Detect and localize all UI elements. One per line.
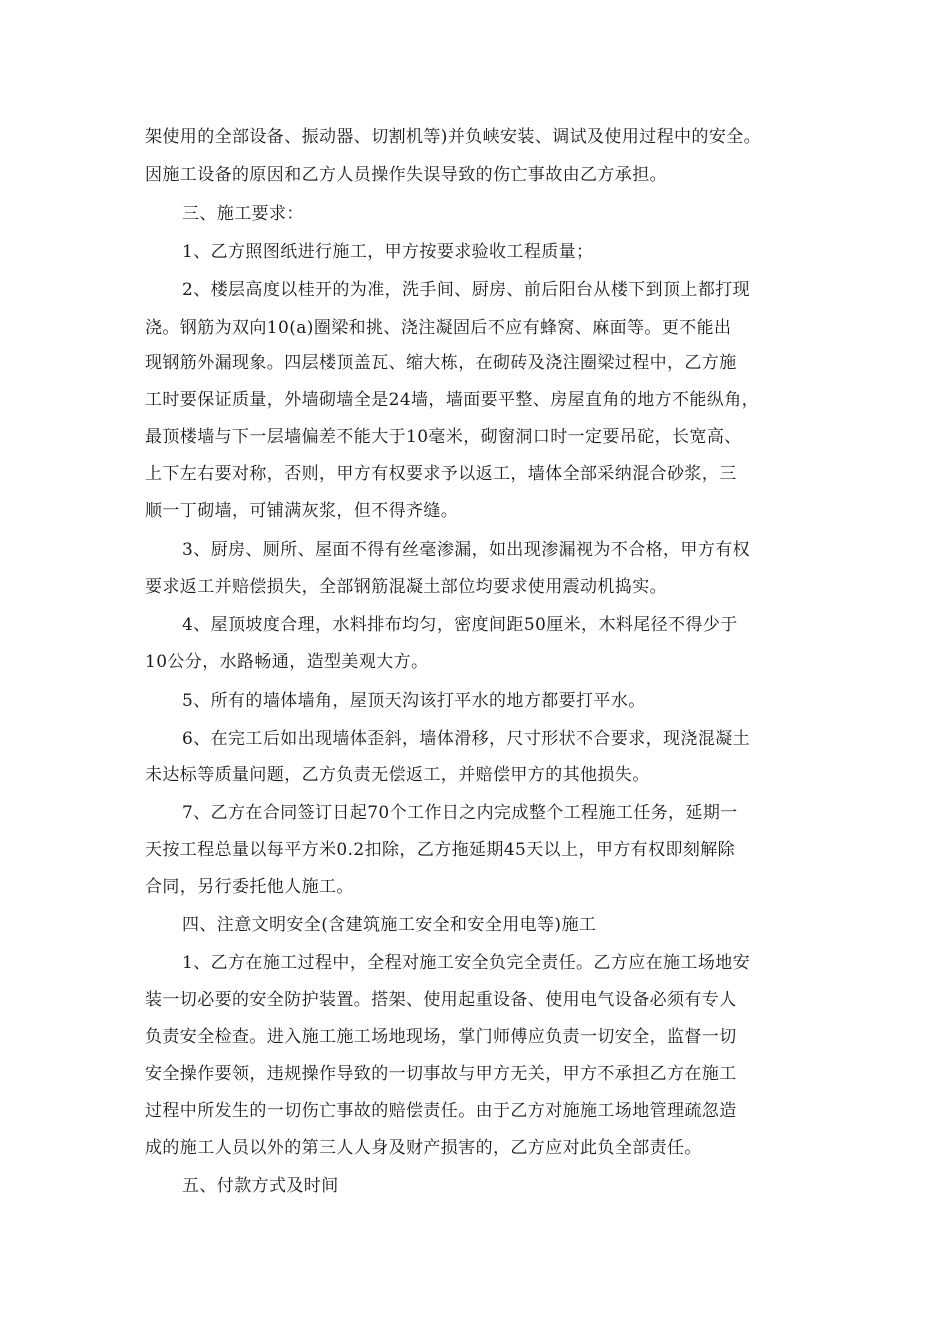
text-line: 现钢筋外漏现象。四层楼顶盖瓦、缩大栋，在砌砖及浇注圈梁过程中，乙方施	[145, 353, 737, 373]
text-line: 6、在完工后如出现墙体歪斜，墙体滑移，尺寸形状不合要求，现浇混凝土	[182, 729, 751, 749]
text-line: 顺一丁砌墙，可铺满灰浆，但不得齐缝。	[145, 501, 459, 521]
text-line: 7、乙方在合同签订日起70个工作日之内完成整个工程施工任务，延期一	[182, 803, 738, 823]
text-line: 工时要保证质量，外墙砌墙全是24墙，墙面要平整、房屋直角的地方不能纵角，	[145, 390, 760, 410]
text-line: 上下左右要对称，否则，甲方有权要求予以返工，墙体全部采纳混合砂浆，三	[145, 464, 737, 484]
text-line: 3、厨房、厕所、屋面不得有丝毫渗漏，如出现渗漏视为不合格，甲方有权	[182, 540, 751, 560]
text-line: 5、所有的墙体墙角，屋顶天沟该打平水的地方都要打平水。	[182, 691, 646, 711]
text-line: 1、乙方在施工过程中，全程对施工安全负完全责任。乙方应在施工场地安	[182, 953, 751, 973]
text-line: 负责安全检查。进入施工施工场地现场，掌门师傅应负责一切安全，监督一切	[145, 1027, 737, 1047]
text-line: 装一切必要的安全防护装置。搭架、使用起重设备、使用电气设备必须有专人	[145, 990, 737, 1010]
text-line: 安全操作要领，违规操作导致的一切事故与甲方无关，甲方不承担乙方在施工	[145, 1064, 737, 1084]
text-line: 未达标等质量问题，乙方负责无偿返工，并赔偿甲方的其他损失。	[145, 765, 650, 785]
text-line: 天按工程总量以每平方米0.2扣除，乙方拖延期45天以上，甲方有权即刻解除	[145, 840, 736, 860]
section-heading: 三、施工要求：	[182, 204, 304, 224]
section-heading: 四、注意文明安全(含建筑施工安全和安全用电等)施工	[182, 915, 597, 935]
text-line: 因施工设备的原因和乙方人员操作失误导致的伤亡事故由乙方承担。	[145, 165, 667, 185]
text-line: 成的施工人员以外的第三人人身及财产损害的，乙方应对此负全部责任。	[145, 1138, 702, 1158]
section-heading: 五、付款方式及时间	[182, 1176, 339, 1196]
text-line: 10公分，水路畅通，造型美观大方。	[145, 652, 429, 672]
text-line: 浇。钢筋为双向10(a)圈梁和挑、浇注凝固后不应有蜂窝、麻面等。更不能出	[145, 318, 732, 338]
text-line: 最顶楼墙与下一层墙偏差不能大于10毫米，砌窗洞口时一定要吊砣，长宽高、	[145, 427, 742, 447]
text-line: 合同，另行委托他人施工。	[145, 877, 354, 897]
text-line: 1、乙方照图纸进行施工，甲方按要求验收工程质量；	[182, 242, 594, 262]
text-line: 架使用的全部设备、振动器、切割机等)并负峡安装、调试及使用过程中的安全。	[145, 127, 762, 147]
text-line: 过程中所发生的一切伤亡事故的赔偿责任。由于乙方对施施工场地管理疏忽造	[145, 1101, 737, 1121]
text-line: 2、楼层高度以桂开的为准，洗手间、厨房、前后阳台从楼下到顶上都打现	[182, 280, 751, 300]
text-line: 4、屋顶坡度合理，水料排布均匀，密度间距50厘米，木料尾径不得少于	[182, 615, 738, 635]
text-line: 要求返工并赔偿损失，全部钢筋混凝土部位均要求使用震动机捣实。	[145, 577, 667, 597]
